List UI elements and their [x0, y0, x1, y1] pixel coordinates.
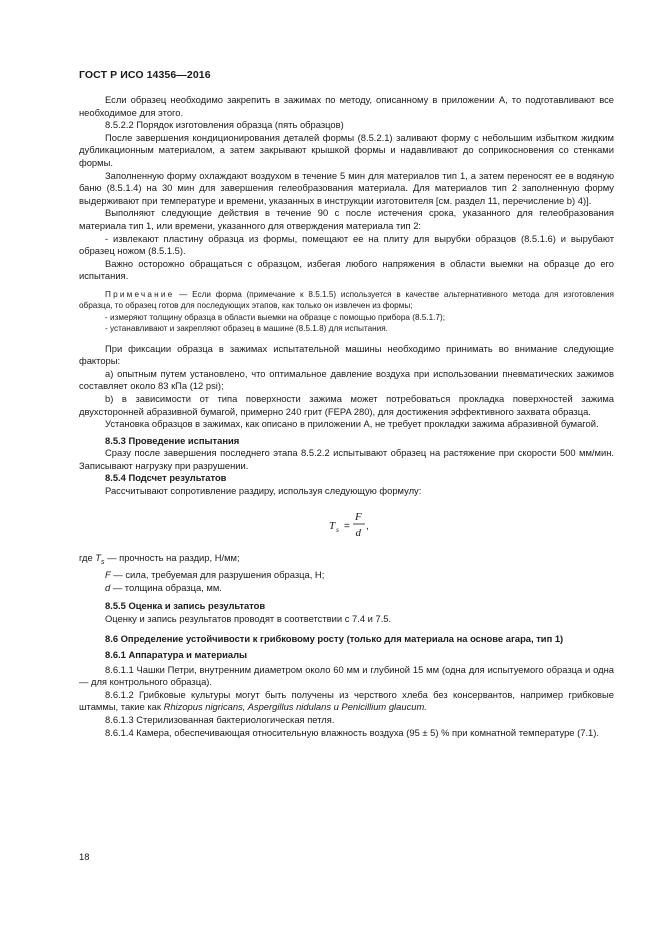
formula-numerator: F [355, 510, 362, 523]
formula-denominator: d [355, 526, 361, 539]
paragraph: Выполняют следующие действия в течение 90 с после истечения срока, указанного для гелеобразования материала тип 1, или времени, указанного для отверждения материала тип 2: [79, 207, 614, 231]
paragraph: Если образец необходимо закрепить в зажимах по методу, описанному в приложении А, то подготавливают все необходимое для этого. [79, 94, 614, 118]
variable-definition-f [79, 569, 614, 582]
subsection-title-8-5-2-2: 8.5.2.2 Порядок изготовления образца (пять образцов) [105, 119, 344, 131]
paragraph: Рассчитывают сопротивление раздиру, используя следующую формулу: [105, 485, 422, 497]
page-body [79, 94, 614, 739]
note-list-item: - устанавливают и закрепляют образец в машине (8.5.1.8) для испытания. [105, 324, 388, 334]
paragraph: Установка образцов в зажимах, как описано в приложении А, не требует прокладки зажима абразивной бумагой. [105, 418, 599, 430]
paragraph: 8.6.1.4 Камера, обеспечивающая относительную влажность воздуха (95 ± 5) % при комнатной температуре (7.1). [105, 726, 599, 738]
formula-lhs: T [329, 519, 336, 532]
note [79, 289, 614, 312]
heading-8-5-3: 8.5.3 Проведение испытания [105, 434, 240, 446]
variable-definition-ts [79, 552, 614, 569]
var-description: — прочность на раздир, Н/мм; [104, 551, 240, 563]
formula-equals: = [344, 520, 350, 532]
paragraph: Оценку и запись результатов проводят в соответствии с 7.4 и 7.5. [105, 612, 392, 624]
document-header: ГОСТ Р ИСО 14356—2016 [79, 69, 211, 81]
heading-8-6-1: 8.6.1 Аппаратура и материалы [105, 649, 248, 661]
formula-comma: , [366, 520, 369, 532]
note-text: — Если форма (примечание к 8.5.1.5) используется в качестве альтернативного метода для изготовления образца, то образец готов для последующих этапов, как только он извлечен из формы; [79, 289, 614, 311]
heading-8-5-5: 8.5.5 Оценка и запись результатов [105, 600, 266, 612]
list-item: - извлекают пластину образца из формы, помещают ее на плиту для вырубки образцов (8.5.1.6) и вырубают образец ножом (8.5.1.5). [79, 232, 614, 257]
paragraph: После завершения кондиционирования деталей формы (8.5.2.1) заливают форму с небольшим избытком жидким дубликационным материалом, а затем закрывают крышкой формы и надавливают до соприкосновения со стенками формы. [79, 131, 614, 168]
formula-subscript: s [336, 524, 339, 534]
paragraph-text: 8.6.1.2 Грибковые культуры могут быть получены из черствого хлеба без консервантов, например грибковые штаммы, такие как [79, 688, 614, 713]
var-symbol: d [105, 581, 111, 593]
variable-definition-d [79, 582, 614, 595]
var-symbol: T [95, 551, 102, 563]
paragraph: Сразу после завершения последнего этапа 8.5.2.2 испытывают образец на растяжение при скорости 500 мм/мин. Записывают нагрузку при разрушении. [79, 447, 614, 471]
var-description: — толщина образца, мм. [110, 581, 222, 593]
var-symbol: F [105, 569, 111, 581]
list-item: а) опытным путем установлено, что оптимальное давление воздуха при использовании пневматических зажимов составляет около 83 кПа (12 psi); [79, 367, 614, 392]
formula [79, 502, 614, 546]
var-description: — сила, требуемая для разрушения образца, Н; [110, 569, 325, 581]
species-names: Rhizopus nigricans, Aspergillus nidulans и Penicillium glaucum. [163, 701, 427, 713]
paragraph: При фиксации образца в зажимах испытательной машины необходимо принимать во внимание следующие факторы: [79, 342, 614, 367]
list-item: b) в зависимости от типа поверхности зажима может потребоваться прокладка поверхностей зажима двухсторонней абразивной бумагой, примерно 240 грит (FEPA 280), для достижения эффективного захвата образца. [79, 392, 614, 417]
paragraph [79, 689, 614, 714]
heading-8-6: 8.6 Определение устойчивости к грибковому росту (только для материала на основе агара, тип 1) [105, 632, 564, 644]
var-subscript: s [101, 558, 105, 566]
note-label: Примечание [105, 289, 175, 299]
note-list-item: - измеряют толщину образца в области выемки на образце с помощью прибора (8.5.1.7); [105, 312, 445, 322]
paragraph: 8.6.1.3 Стерилизованная бактериологическая петля. [105, 714, 335, 726]
paragraph: Заполненную форму охлаждают воздухом в течение 5 мин для материалов тип 1, а затем переносят ее в водяную баню (8.5.1.4) на 30 мин для завершения гелеобразования материала. Для материалов тип 2 заполненную форму выдерживают при температуре и времени, указанных в инструкции изготовителя [см. раздел 11, перечисление b) 4)]. [79, 169, 614, 206]
paragraph: Важно осторожно обращаться с образцом, избегая любого напряжения в области выемки на образце до его испытания. [79, 257, 614, 282]
page-number: 18 [79, 851, 90, 862]
heading-8-5-4: 8.5.4 Подсчет результатов [105, 472, 227, 484]
formula-svg [327, 502, 407, 546]
paragraph: 8.6.1.1 Чашки Петри, внутренним диаметром около 60 мм и глубиной 15 мм (одна для испытуемого образца и одна — для контрольного образца). [79, 663, 614, 688]
where-word: где [79, 551, 96, 563]
